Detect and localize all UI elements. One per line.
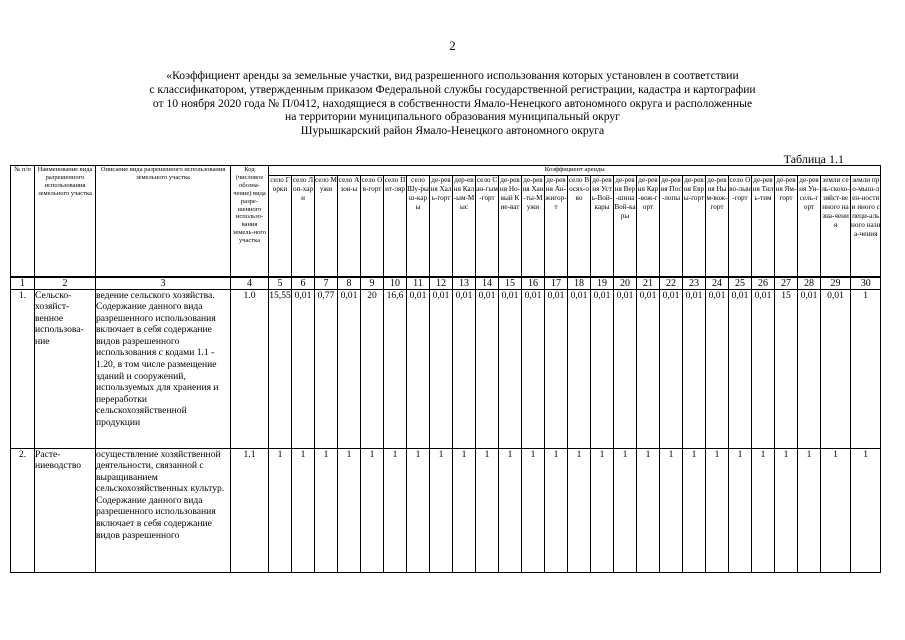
coefficient-value: 1 bbox=[706, 448, 729, 572]
row-description: осуществление хозяйственной деятельности, связанной с выращиванием сельскохозяйственных культур. Содержание данного вида разрешенного использования включает в себя содержание видов разрешенного bbox=[96, 448, 231, 572]
coefficient-value: 1 bbox=[269, 448, 292, 572]
coefficient-value: 1 bbox=[384, 448, 407, 572]
coefficient-value: 1 bbox=[851, 289, 881, 448]
coefficient-value: 0,01 bbox=[499, 289, 522, 448]
header-name: Наименование вида разрешенного использования земельного участка bbox=[35, 166, 96, 277]
coefficient-value: 0,01 bbox=[407, 289, 430, 448]
coefficient-value: 1 bbox=[821, 448, 851, 572]
column-number: 3 bbox=[96, 277, 231, 290]
coefficient-value: 20 bbox=[361, 289, 384, 448]
column-number: 22 bbox=[660, 277, 683, 290]
coefficient-value: 1 bbox=[683, 448, 706, 572]
settlement-header: де-ревня Вер-шина Вой-кары bbox=[614, 176, 637, 277]
table-label: Таблица 1.1 bbox=[783, 152, 844, 166]
coefficient-value: 1 bbox=[522, 448, 545, 572]
column-number: 5 bbox=[269, 277, 292, 290]
row-name: Расте-ниеводство bbox=[35, 448, 96, 572]
settlement-header: де-ревня Хан-ты-Мужи bbox=[522, 176, 545, 277]
column-number: 12 bbox=[430, 277, 453, 290]
column-number: 7 bbox=[315, 277, 338, 290]
coefficient-value: 15 bbox=[775, 289, 798, 448]
document-title bbox=[40, 69, 865, 138]
column-number: 26 bbox=[752, 277, 775, 290]
coefficient-value: 1 bbox=[453, 448, 476, 572]
coefficient-value: 0,01 bbox=[660, 289, 683, 448]
column-number: 14 bbox=[476, 277, 499, 290]
row-code: 1.0 bbox=[231, 289, 269, 448]
settlement-header: село Мужи bbox=[315, 176, 338, 277]
settlement-header: село Шу-рыш-кары bbox=[407, 176, 430, 277]
column-number: 28 bbox=[798, 277, 821, 290]
coefficient-value: 1 bbox=[775, 448, 798, 572]
settlement-header: де-ревня Ным-вож-горт bbox=[706, 176, 729, 277]
column-number: 30 bbox=[851, 277, 881, 290]
settlement-header: де-ревня Ям-горт bbox=[775, 176, 798, 277]
coefficient-value: 1 bbox=[315, 448, 338, 572]
header-description: Описание вида разрешенного использования земельного участка bbox=[96, 166, 231, 277]
coefficient-value: 0,01 bbox=[614, 289, 637, 448]
coefficient-value: 1 bbox=[476, 448, 499, 572]
coefficient-value: 1 bbox=[637, 448, 660, 572]
settlement-header: село Восях-ово bbox=[568, 176, 591, 277]
coefficient-value: 1 bbox=[361, 448, 384, 572]
coefficient-value: 0,01 bbox=[591, 289, 614, 448]
column-number: 25 bbox=[729, 277, 752, 290]
coefficient-value: 1 bbox=[499, 448, 522, 572]
coefficient-value: 1 bbox=[430, 448, 453, 572]
settlement-header: де-ревня Пос-лопы bbox=[660, 176, 683, 277]
settlement-header: земли про-мыш-лен-ности и иного специ-ального назна-чения bbox=[851, 176, 881, 277]
column-number: 18 bbox=[568, 277, 591, 290]
settlement-header: де-ревня Кар-вож-горт bbox=[637, 176, 660, 277]
coefficient-value: 0,01 bbox=[752, 289, 775, 448]
column-number: 10 bbox=[384, 277, 407, 290]
column-number: 2 bbox=[35, 277, 96, 290]
title-line: «Коэффициент аренды за земельные участки, вид разрешенного использования которых установлен в соответствии bbox=[166, 69, 739, 82]
page-number: 2 bbox=[449, 38, 456, 53]
column-number: 21 bbox=[637, 277, 660, 290]
coefficient-value: 0,01 bbox=[729, 289, 752, 448]
column-number: 19 bbox=[591, 277, 614, 290]
settlement-header: де-ревня Евры-горт bbox=[683, 176, 706, 277]
coefficient-value: 1 bbox=[752, 448, 775, 572]
coefficient-value: 0,01 bbox=[637, 289, 660, 448]
coefficient-value: 0,01 bbox=[430, 289, 453, 448]
header-code: Код (числовое обозна-чение) вида разре-шенного использо-вания земель-ного участка bbox=[231, 166, 269, 277]
title-line: на территории муниципального образования муниципальный округ bbox=[285, 110, 620, 124]
coefficient-value: 0,01 bbox=[453, 289, 476, 448]
coefficient-value: 0,77 bbox=[315, 289, 338, 448]
settlement-header: село Ов-горт bbox=[361, 176, 384, 277]
settlement-header: село Лоп-хари bbox=[292, 176, 315, 277]
row-code: 1.1 bbox=[231, 448, 269, 572]
coefficient-value: 1 bbox=[591, 448, 614, 572]
column-number: 27 bbox=[775, 277, 798, 290]
coefficient-value: 1 bbox=[568, 448, 591, 572]
coefficient-value: 0,01 bbox=[821, 289, 851, 448]
column-number: 24 bbox=[706, 277, 729, 290]
coefficient-value: 16,6 bbox=[384, 289, 407, 448]
column-number: 16 bbox=[522, 277, 545, 290]
column-number: 11 bbox=[407, 277, 430, 290]
settlement-header: де-ревня Ун-сель-горт bbox=[798, 176, 821, 277]
coefficient-value: 0,01 bbox=[706, 289, 729, 448]
settlement-header: де-ревня Но-вый Кие-ват bbox=[499, 176, 522, 277]
coefficient-value: 0,01 bbox=[338, 289, 361, 448]
coefficient-value: 0,01 bbox=[292, 289, 315, 448]
column-number: 8 bbox=[338, 277, 361, 290]
settlement-header: земли сель-скохо-зяйст-венного назна-чения bbox=[821, 176, 851, 277]
coefficient-value: 1 bbox=[545, 448, 568, 572]
coefficient-value: 1 bbox=[851, 448, 881, 572]
settlement-header: село Азов-ы bbox=[338, 176, 361, 277]
row-name: Сельско-хозяйст-венное использова-ние bbox=[35, 289, 96, 448]
column-number: 6 bbox=[292, 277, 315, 290]
coefficient-table bbox=[10, 165, 881, 573]
coefficient-value: 1 bbox=[338, 448, 361, 572]
column-number: 9 bbox=[361, 277, 384, 290]
settlement-header: село Сан-гым-горт bbox=[476, 176, 499, 277]
coefficient-value: 1 bbox=[292, 448, 315, 572]
settlement-header: де-ревня Тиль-тим bbox=[752, 176, 775, 277]
header-coefficient-group: Коэффициент аренды bbox=[269, 166, 881, 176]
row-number: 1. bbox=[11, 289, 35, 448]
coefficient-value: 1 bbox=[798, 448, 821, 572]
coefficient-value: 15,55 bbox=[269, 289, 292, 448]
settlement-header: де-ревня Халь-горт bbox=[430, 176, 453, 277]
title-line: Шурышкарский район Ямало-Ненецкого автономного округа bbox=[300, 124, 605, 138]
row-number: 2. bbox=[11, 448, 35, 572]
coefficient-value: 1 bbox=[729, 448, 752, 572]
title-line: от 10 ноября 2020 года № П/0412, находящиеся в собственности Ямало-Ненецкого автономного округа и расположенные bbox=[152, 96, 753, 110]
column-number: 20 bbox=[614, 277, 637, 290]
header-num: № п/п bbox=[11, 166, 35, 277]
coefficient-value: 1 bbox=[660, 448, 683, 572]
column-number: 4 bbox=[231, 277, 269, 290]
settlement-header: де-ревня Усть-Вой-кары bbox=[591, 176, 614, 277]
coefficient-value: 0,01 bbox=[476, 289, 499, 448]
settlement-header: село Пит-ляр bbox=[384, 176, 407, 277]
column-number: 17 bbox=[545, 277, 568, 290]
coefficient-value: 0,01 bbox=[568, 289, 591, 448]
settlement-header: село Горки bbox=[269, 176, 292, 277]
coefficient-value: 0,01 bbox=[522, 289, 545, 448]
table-row bbox=[11, 448, 881, 572]
settlement-header: село Ово-лын-горт bbox=[729, 176, 752, 277]
column-number: 15 bbox=[499, 277, 522, 290]
coefficient-value: 0,01 bbox=[683, 289, 706, 448]
column-number: 13 bbox=[453, 277, 476, 290]
coefficient-value: 1 bbox=[407, 448, 430, 572]
title-line: с классификатором, утвержденным приказом Федеральной службы государственной регистрации, кадастра и картографии bbox=[149, 82, 756, 96]
row-description: ведение сельского хозяйства. Содержание данного вида разрешенного использования включает в себя содержание видов разрешенного использования с кодами 1.1 - 1.20, в том числе размещение зданий и сооружений, используемых для хранения и переработки сельскохозяйственной продукции bbox=[96, 289, 231, 448]
coefficient-value: 1 bbox=[614, 448, 637, 572]
column-number-row bbox=[11, 277, 881, 290]
column-number: 29 bbox=[821, 277, 851, 290]
coefficient-value: 0,01 bbox=[545, 289, 568, 448]
column-number: 1 bbox=[11, 277, 35, 290]
column-number: 23 bbox=[683, 277, 706, 290]
table-row bbox=[11, 289, 881, 448]
coefficient-value: 0,01 bbox=[798, 289, 821, 448]
settlement-header: де-ревня Ан-жигор-т bbox=[545, 176, 568, 277]
settlement-header: дер-евня Кал-ым-Мыс bbox=[453, 176, 476, 277]
